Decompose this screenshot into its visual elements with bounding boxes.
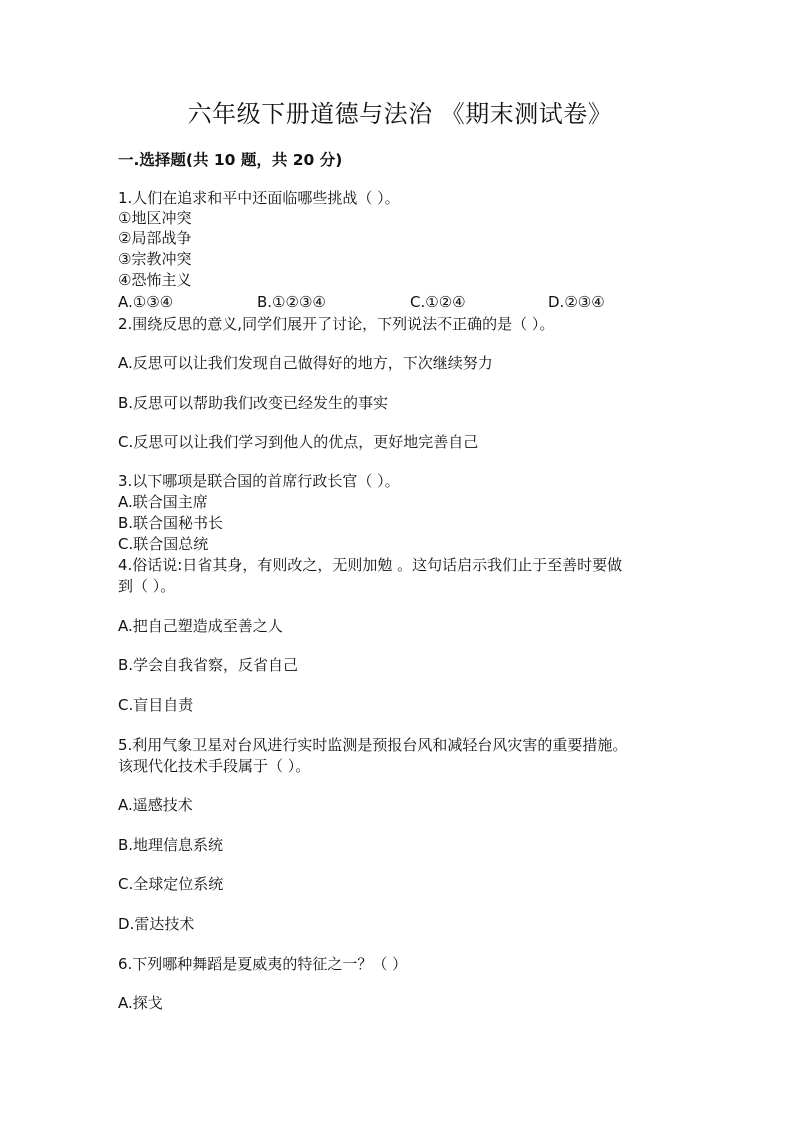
section-heading: 一.选择题(共 10 题，共 20 分) [118, 151, 343, 169]
question-4-option-a: A.把自己塑造成至善之人 [118, 617, 283, 635]
question-1-stem: 1.人们在追求和平中还面临哪些挑战（ ）。 [118, 189, 400, 207]
question-3-option-b: B.联合国秘书长 [118, 514, 224, 532]
question-5-option-d: D.雷达技术 [118, 915, 195, 933]
question-5-option-b: B.地理信息系统 [118, 836, 224, 854]
question-4-option-b: B.学会自我省察，反省自己 [118, 656, 299, 674]
question-5-option-c: C.全球定位系统 [118, 875, 224, 893]
question-3-stem: 3.以下哪项是联合国的首席行政长官（ ）。 [118, 472, 400, 490]
question-6-stem: 6.下列哪种舞蹈是夏威夷的特征之一？（ ） [118, 955, 408, 973]
question-2-option-b: B.反思可以帮助我们改变已经发生的事实 [118, 394, 389, 412]
question-1-item: ③宗教冲突 [118, 250, 192, 268]
question-2-stem: 2.围绕反思的意义,同学们展开了讨论，下列说法不正确的是（ ）。 [118, 315, 555, 333]
question-6-option-a: A.探戈 [118, 994, 163, 1012]
question-1-item: ④恐怖主义 [118, 271, 192, 289]
question-3-option-c: C.联合国总统 [118, 535, 209, 553]
question-2-option-a: A.反思可以让我们发现自己做得好的地方，下次继续努力 [118, 354, 493, 372]
question-4-stem-line-2: 到（ ）。 [118, 577, 176, 595]
question-1-option-d: D.②③④ [548, 293, 605, 311]
question-5-option-a: A.遥感技术 [118, 796, 193, 814]
question-1-option-c: C.①②④ [410, 293, 466, 311]
question-1-option-b: B.①②③④ [257, 293, 326, 311]
question-2-option-c: C.反思可以让我们学习到他人的优点，更好地完善自己 [118, 433, 479, 451]
exam-title: 六年级下册道德与法治 《期末测试卷》 [187, 100, 613, 128]
question-1-item: ②局部战争 [118, 229, 192, 247]
question-1-item: ①地区冲突 [118, 209, 192, 227]
question-5-stem-line-1: 5.利用气象卫星对台风进行实时监测是预报台风和减轻台风灾害的重要措施。 [118, 736, 628, 754]
question-1-options [118, 292, 678, 312]
question-3-option-a: A.联合国主席 [118, 493, 208, 511]
question-4-option-c: C.盲目自责 [118, 696, 194, 714]
question-5-stem-line-2: 该现代化技术手段属于（ ）。 [118, 757, 311, 775]
question-4-stem-line-1: 4.俗话说:日省其身，有则改之，无则加勉 。这句话启示我们止于至善时要做 [118, 556, 623, 574]
question-1-option-a: A.①③④ [118, 293, 174, 311]
